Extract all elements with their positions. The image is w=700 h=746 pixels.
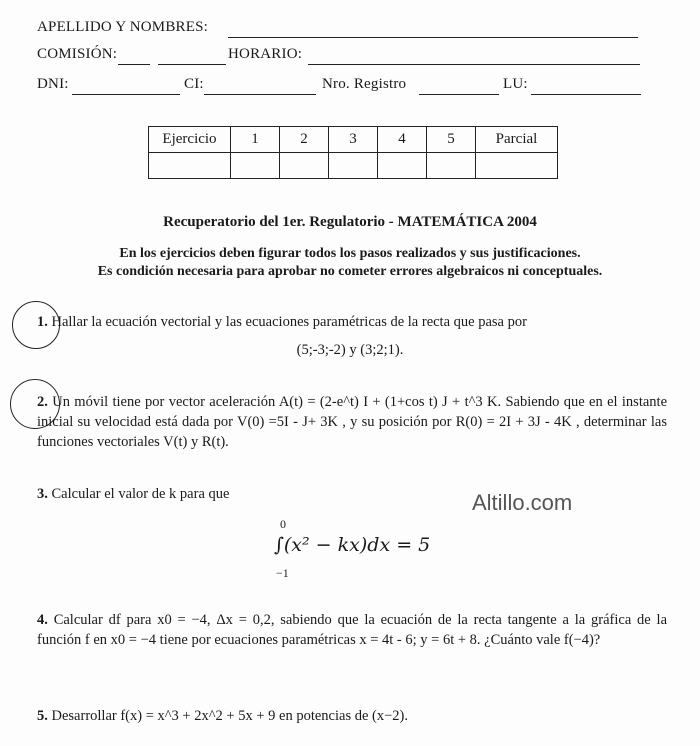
score-table — [148, 126, 558, 179]
question-1 — [37, 312, 667, 332]
question-1-text: Hallar la ecuación vectorial y las ecuaciones paramétricas de la recta que pasa por — [51, 314, 527, 330]
ci-field-line[interactable] — [204, 94, 316, 95]
registro-label: Nro. Registro — [322, 76, 407, 92]
score-cell-parcial[interactable] — [476, 153, 558, 179]
question-2-text: Un móvil tiene por vector aceleración A(t) = (2-e^t) I + (1+cos t) J + t^3 K. Sabiendo que en el instante inicial su velocidad está dada por V(0) =5I - J+ 3K , y su posición por R(0) = 2I + 3J - 4K , determinar las funciones vectoriales V(t) y R(t). — [37, 394, 668, 450]
question-2-number: 2. — [37, 394, 48, 410]
question-3-text: Calcular el valor de k para que — [51, 486, 230, 502]
comision-field-line-b[interactable] — [158, 64, 226, 65]
question-5-number: 5. — [37, 708, 48, 724]
dni-label: DNI: — [37, 76, 69, 92]
question-3-number: 3. — [37, 486, 48, 502]
score-cell-5[interactable] — [427, 153, 476, 179]
score-cell-1[interactable] — [231, 153, 280, 179]
question-5 — [37, 706, 667, 726]
watermark: Altillo.com — [472, 490, 573, 515]
score-header-row — [149, 127, 558, 153]
question-5-text: Desarrollar f(x) = x^3 + 2x^2 + 5x + 9 en potencias de (x−2). — [51, 708, 408, 724]
ci-label: CI: — [184, 76, 204, 92]
instructions-line-1: En los ejercicios deben figurar todos los pasos realizados y sus justificaciones. — [119, 246, 581, 261]
horario-field-line[interactable] — [308, 64, 640, 65]
score-header-5: 5 — [427, 127, 476, 153]
integral-expression: ∫(x² − kx)dx = 5 — [274, 534, 431, 556]
question-1-points: (5;-3;-2) y (3;2;1). — [296, 342, 404, 358]
score-header-1: 1 — [231, 127, 280, 153]
question-2 — [37, 392, 667, 452]
score-header-ejercicio: Ejercicio — [149, 127, 231, 153]
comision-label: COMISIÓN: — [37, 46, 118, 62]
score-cell-2[interactable] — [280, 153, 329, 179]
score-cell-ejercicio[interactable] — [149, 153, 231, 179]
question-3 — [37, 484, 337, 504]
score-cell-4[interactable] — [378, 153, 427, 179]
question-4 — [37, 610, 667, 650]
integral-lower-limit: −1 — [276, 566, 289, 580]
score-header-4: 4 — [378, 127, 427, 153]
comision-field-line-a[interactable] — [118, 64, 150, 65]
lu-label: LU: — [503, 76, 528, 92]
question-4-number: 4. — [37, 612, 48, 628]
question-4-text: Calcular df para x0 = −4, Δx = 0,2, sabiendo que la ecuación de la recta tangente a la gráfica de la función f en x0 = −4 tiene por ecuaciones paramétricas x = 4t - 6; y = 6t + 8. ¿Cuánto vale f(−4)? — [37, 612, 667, 648]
score-value-row — [149, 153, 558, 179]
score-header-2: 2 — [280, 127, 329, 153]
horario-label: HORARIO: — [228, 46, 303, 62]
score-cell-3[interactable] — [329, 153, 378, 179]
instructions-line-2: Es condición necesaria para aprobar no cometer errores algebraicos ni conceptuales. — [97, 264, 603, 279]
lu-field-line[interactable] — [531, 94, 641, 95]
apellido-label: APELLIDO Y NOMBRES: — [37, 19, 209, 35]
apellido-field-line[interactable] — [228, 37, 638, 38]
question-1-number: 1. — [37, 314, 48, 330]
score-header-parcial: Parcial — [476, 127, 558, 153]
score-header-3: 3 — [329, 127, 378, 153]
registro-field-line[interactable] — [419, 94, 499, 95]
exam-title: Recuperatorio del 1er. Regulatorio - MATEMÁTICA 2004 — [163, 214, 537, 230]
integral-upper-limit: 0 — [280, 517, 286, 531]
dni-field-line[interactable] — [72, 94, 180, 95]
